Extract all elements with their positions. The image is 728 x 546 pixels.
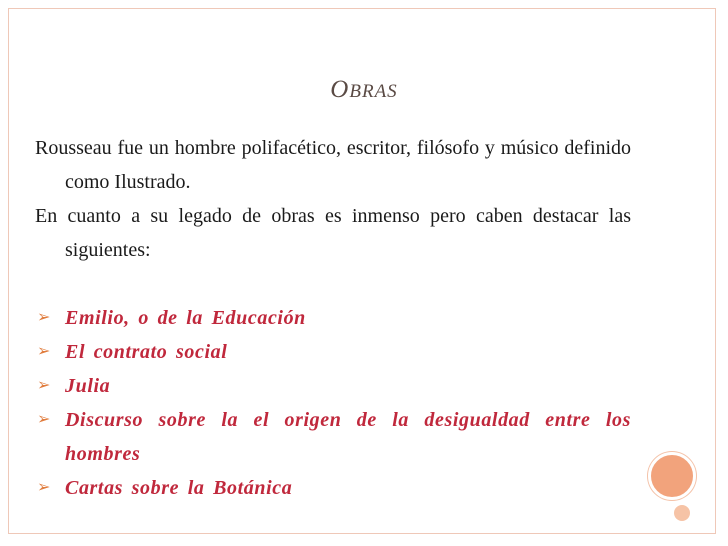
list-item [35, 403, 631, 471]
list-item-text: El contrato social [65, 341, 228, 363]
arrow-bullet-icon: ➢ [37, 309, 51, 326]
arrow-bullet-icon: ➢ [37, 343, 51, 360]
arrow-bullet-icon: ➢ [37, 377, 51, 394]
arrow-bullet-icon: ➢ [37, 479, 51, 496]
list-item [35, 301, 631, 335]
list-item-text: Discurso sobre la el origen de la desigualdad entre los hombres [65, 409, 631, 465]
list-item [35, 369, 631, 403]
slide-title [0, 76, 728, 104]
works-list [35, 301, 631, 505]
list-item [35, 471, 631, 505]
spacer [35, 267, 631, 301]
list-item [35, 335, 631, 369]
decorative-circle-small [674, 505, 690, 521]
decorative-circle-large [648, 452, 696, 500]
slide-body [35, 131, 631, 505]
list-item-text: Julia [65, 375, 111, 397]
arrow-bullet-icon: ➢ [37, 411, 51, 428]
paragraph-legacy: En cuanto a su legado de obras es inmenso pero caben destacar las siguientes: [35, 205, 631, 261]
list-item-text: Cartas sobre la Botánica [65, 477, 293, 499]
title-initial: O [330, 76, 350, 103]
paragraph-intro: Rousseau fue un hombre polifacético, escritor, filósofo y músico definido como Ilustrado. [35, 137, 631, 193]
list-item-text: Emilio, o de la Educación [65, 307, 306, 329]
title-rest: BRAS [349, 81, 398, 102]
